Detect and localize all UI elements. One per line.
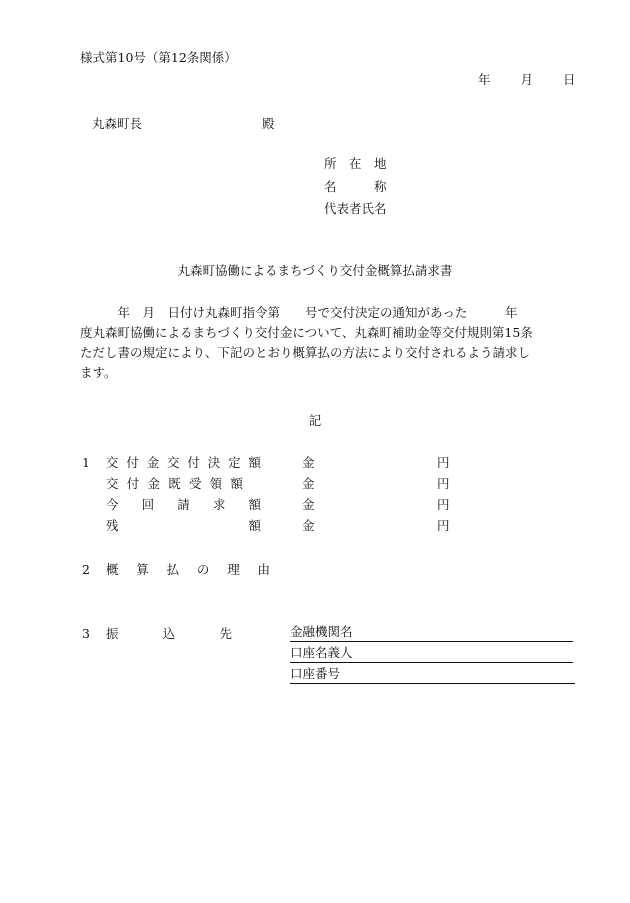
reason-label xyxy=(106,562,270,578)
account-holder-field[interactable]: 口座名義人 xyxy=(290,645,573,663)
yen-label: 円 xyxy=(437,497,450,512)
ki-heading: 記 xyxy=(308,413,322,428)
kin-label: 金 xyxy=(302,518,315,533)
kin-label: 金 xyxy=(302,476,315,491)
char: 理 xyxy=(227,562,240,577)
yen-label: 円 xyxy=(437,518,450,533)
account-number-field[interactable]: 口座番号 xyxy=(290,666,575,684)
body-line: 度丸森町協働によるまちづくり交付金について、丸森町補助金等交付規則第15条 xyxy=(80,325,533,340)
char: 受 xyxy=(188,476,202,491)
kin-label: 金 xyxy=(302,497,315,512)
body-line: 年 月 日付け丸森町指令第 号で交付決定の通知があった 年 xyxy=(80,305,518,320)
honorific: 殿 xyxy=(262,116,275,131)
char: 込 xyxy=(162,626,176,641)
month-label: 月 xyxy=(520,72,534,87)
char: 今 xyxy=(106,497,119,512)
transfer-label xyxy=(106,626,232,642)
item-1-number: 1 xyxy=(82,455,90,470)
char: 由 xyxy=(257,562,270,577)
char: の xyxy=(196,562,210,577)
form-number: 様式第10号（第12条関係） xyxy=(80,50,237,65)
char: 概 xyxy=(106,562,119,577)
char: 交 xyxy=(106,455,119,470)
amount-label xyxy=(106,518,261,534)
applicant-address-label: 所 在 地 xyxy=(324,156,387,171)
request-body xyxy=(80,303,580,383)
char: 決 xyxy=(207,455,221,470)
char: 請 xyxy=(177,497,190,512)
char: 付 xyxy=(126,476,140,491)
kin-label: 金 xyxy=(302,455,315,470)
char: 交 xyxy=(167,455,180,470)
yen-label: 円 xyxy=(437,455,450,470)
amount-label xyxy=(106,476,243,492)
char: 付 xyxy=(126,455,139,470)
addressee: 丸森町長 xyxy=(92,116,143,131)
char: 金 xyxy=(147,476,160,491)
char: 払 xyxy=(166,562,180,577)
document-title: 丸森町協働によるまちづくり交付金概算払請求書 xyxy=(177,263,453,278)
date-line xyxy=(478,72,576,88)
char: 交 xyxy=(106,476,119,491)
char: 定 xyxy=(228,455,241,470)
applicant-name-label: 名 称 xyxy=(324,179,387,194)
char: 振 xyxy=(106,626,119,641)
bank-name-field[interactable]: 金融機関名 xyxy=(290,624,573,642)
char: 求 xyxy=(212,497,226,512)
char: 残 xyxy=(106,518,119,533)
char: 額 xyxy=(248,518,261,533)
applicant-representative-label: 代表者氏名 xyxy=(324,201,387,216)
char: 額 xyxy=(230,476,243,491)
item-3-number: 3 xyxy=(82,626,90,641)
char: 既 xyxy=(168,476,181,491)
char: 金 xyxy=(146,455,160,470)
char: 額 xyxy=(248,455,261,470)
amount-label xyxy=(106,455,261,471)
yen-label: 円 xyxy=(437,476,450,491)
char: 算 xyxy=(136,562,149,577)
body-line: ただし書の規定により、下記のとおり概算払の方法により交付されるよう請求し xyxy=(80,345,531,360)
item-2-number: 2 xyxy=(82,562,90,577)
char: 領 xyxy=(209,476,223,491)
char: 先 xyxy=(219,626,232,641)
char: 付 xyxy=(187,455,200,470)
year-label: 年 xyxy=(478,72,491,87)
amount-label xyxy=(106,497,261,513)
char: 額 xyxy=(248,497,261,512)
body-line: ます。 xyxy=(80,365,117,380)
day-label: 日 xyxy=(563,72,576,87)
char: 回 xyxy=(141,497,155,512)
